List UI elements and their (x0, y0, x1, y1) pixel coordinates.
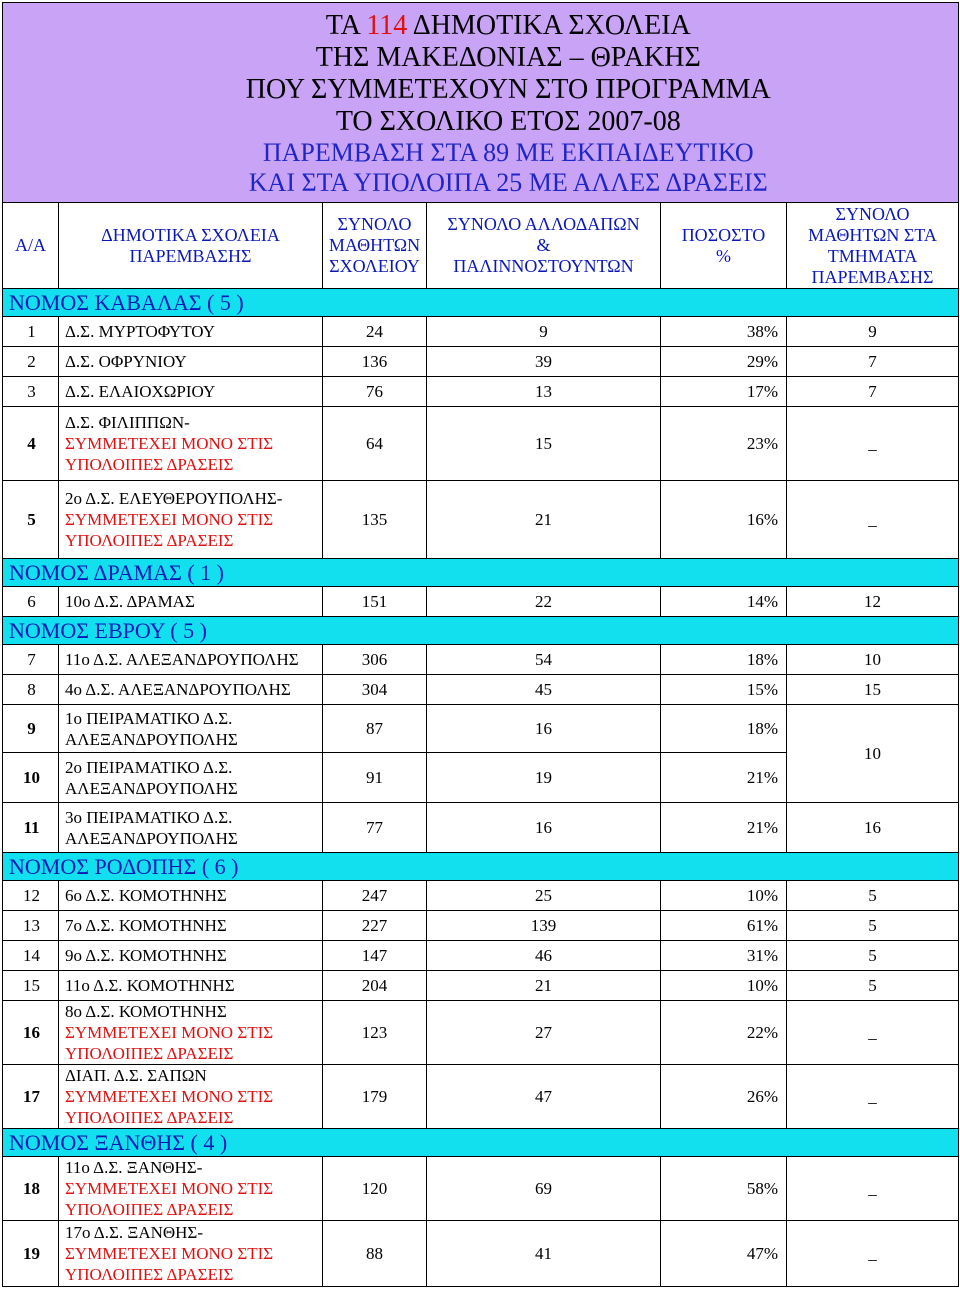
row-number: 1 (3, 317, 59, 347)
table-row (3, 317, 959, 347)
students-cell: 77 (323, 803, 427, 853)
title-line-1: ΤΑ 114 ΔΗΜΟΤΙΚΑ ΣΧΟΛΕΙΑ (325, 9, 691, 41)
percent-cell: 29% (661, 347, 787, 377)
intervention-cell: 5 (787, 881, 959, 911)
students-cell: 135 (323, 481, 427, 559)
note-only-other-actions: ΣΥΜΜΕΤΕΧΕΙ ΜΟΝΟ ΣΤΙΣ (65, 510, 274, 529)
table-row (3, 1001, 959, 1065)
foreign-cell: 9 (427, 317, 661, 347)
row-number: 4 (3, 407, 59, 481)
foreign-cell: 21 (427, 481, 661, 559)
nomos-kavala-header (3, 289, 959, 317)
intervention-cell: _ (787, 1157, 959, 1221)
table-row (3, 1157, 959, 1221)
school-name: 11ο Δ.Σ. ΞΑΝΘΗΣ- ΣΥΜΜΕΤΕΧΕΙ ΜΟΝΟ ΣΤΙΣ ΥΠΟΛΟΙΠΕΣ ΔΡΑΣΕΙΣ (59, 1157, 323, 1221)
table-row (3, 941, 959, 971)
intervention-cell: 5 (787, 941, 959, 971)
row-number: 16 (3, 1001, 59, 1065)
page-title (59, 3, 959, 203)
note-only-other-actions: ΣΥΜΜΕΤΕΧΕΙ ΜΟΝΟ ΣΤΙΣ (65, 1179, 274, 1198)
intervention-cell: _ (787, 407, 959, 481)
percent-cell: 21% (661, 753, 787, 803)
percent-cell: 38% (661, 317, 787, 347)
foreign-cell: 13 (427, 377, 661, 407)
foreign-cell: 25 (427, 881, 661, 911)
header-aa: Α/Α (3, 203, 59, 289)
title-line-4: ΤΟ ΣΧΟΛΙΚΟ ΕΤΟΣ 2007-08 (335, 105, 681, 137)
foreign-cell: 22 (427, 587, 661, 617)
school-name: Δ.Σ. ΜΥΡΤΟΦΥΤΟΥ (59, 317, 323, 347)
intervention-cell: 5 (787, 971, 959, 1001)
intervention-cell: 7 (787, 377, 959, 407)
table-row (3, 407, 959, 481)
table-row (3, 881, 959, 911)
nomos-xanthi-label: ΝΟΜΟΣ ΞΑΝΘΗΣ ( 4 ) (9, 1129, 228, 1155)
intervention-cell: _ (787, 1065, 959, 1129)
school-name: Δ.Σ. ΟΦΡΥΝΙΟΥ (59, 347, 323, 377)
schools-table (2, 2, 959, 1287)
intervention-cell: _ (787, 481, 959, 559)
header-schools: ΔΗΜΟΤΙΚΑ ΣΧΟΛΕΙΑ ΠΑΡΕΜΒΑΣΗΣ (59, 203, 323, 289)
top-left-blank-cell (3, 3, 59, 203)
foreign-cell: 19 (427, 753, 661, 803)
intervention-cell: 7 (787, 347, 959, 377)
percent-cell: 18% (661, 705, 787, 753)
title-line-5: ΠΑΡΕΜΒΑΣΗ ΣΤΑ 89 ΜΕ ΕΚΠΑΙΔΕΥΤΙΚΟ (262, 137, 754, 167)
table-row (3, 803, 959, 853)
table-row (3, 911, 959, 941)
table-row (3, 1221, 959, 1287)
school-name: 11ο Δ.Σ. ΚΟΜΟΤΗΝΗΣ (59, 971, 323, 1001)
students-cell: 123 (323, 1001, 427, 1065)
table-row (3, 645, 959, 675)
percent-cell: 23% (661, 407, 787, 481)
foreign-cell: 27 (427, 1001, 661, 1065)
school-name: 8ο Δ.Σ. ΚΟΜΟΤΗΝΗΣ ΣΥΜΜΕΤΕΧΕΙ ΜΟΝΟ ΣΤΙΣ ΥΠΟΛΟΙΠΕΣ ΔΡΑΣΕΙΣ (59, 1001, 323, 1065)
row-number: 6 (3, 587, 59, 617)
foreign-cell: 16 (427, 705, 661, 753)
students-cell: 120 (323, 1157, 427, 1221)
nomos-kavala-label: ΝΟΜΟΣ ΚΑΒΑΛΑΣ ( 5 ) (9, 289, 244, 315)
nomos-drama-header (3, 559, 959, 587)
table-row (3, 971, 959, 1001)
row-number: 2 (3, 347, 59, 377)
students-cell: 204 (323, 971, 427, 1001)
students-cell: 136 (323, 347, 427, 377)
row-number: 8 (3, 675, 59, 705)
header-total-students: ΣΥΝΟΛΟ ΜΑΘΗΤΩΝ ΣΧΟΛΕΙΟΥ (323, 203, 427, 289)
table-row (3, 675, 959, 705)
school-name: 2ο Δ.Σ. ΕΛΕΥΘΕΡΟΥΠΟΛΗΣ- ΣΥΜΜΕΤΕΧΕΙ ΜΟΝΟ ΣΤΙΣ ΥΠΟΛΟΙΠΕΣ ΔΡΑΣΕΙΣ (59, 481, 323, 559)
school-name: Δ.Σ. ΕΛΑΙΟΧΩΡΙΟΥ (59, 377, 323, 407)
percent-cell: 22% (661, 1001, 787, 1065)
foreign-cell: 46 (427, 941, 661, 971)
header-total-intervention: ΣΥΝΟΛΟ ΜΑΘΗΤΩΝ ΣΤΑ ΤΜΗΜΑΤΑ ΠΑΡΕΜΒΑΣΗΣ (787, 203, 959, 289)
table-row (3, 377, 959, 407)
percent-cell: 31% (661, 941, 787, 971)
students-cell: 227 (323, 911, 427, 941)
row-number: 10 (3, 753, 59, 803)
percent-cell: 10% (661, 881, 787, 911)
percent-cell: 18% (661, 645, 787, 675)
title-line-3: ΠΟΥ ΣΥΜΜΕΤΕΧΟΥΝ ΣΤΟ ΠΡΟΓΡΑΜΜΑ (245, 73, 771, 105)
school-name: 9ο Δ.Σ. ΚΟΜΟΤΗΝΗΣ (59, 941, 323, 971)
intervention-cell-merged: 10 (787, 705, 959, 803)
foreign-cell: 21 (427, 971, 661, 1001)
school-name: 1ο ΠΕΙΡΑΜΑΤΙΚΟ Δ.Σ. ΑΛΕΞΑΝΔΡΟΥΠΟΛΗΣ (59, 705, 323, 753)
nomos-evros-header (3, 617, 959, 645)
row-number: 15 (3, 971, 59, 1001)
foreign-cell: 54 (427, 645, 661, 675)
school-name: 3ο ΠΕΙΡΑΜΑΤΙΚΟ Δ.Σ. ΑΛΕΞΑΝΔΡΟΥΠΟΛΗΣ (59, 803, 323, 853)
intervention-cell: 5 (787, 911, 959, 941)
foreign-cell: 15 (427, 407, 661, 481)
row-number: 9 (3, 705, 59, 753)
foreign-cell: 139 (427, 911, 661, 941)
percent-cell: 15% (661, 675, 787, 705)
foreign-cell: 39 (427, 347, 661, 377)
foreign-cell: 69 (427, 1157, 661, 1221)
school-name: 17ο Δ.Σ. ΞΑΝΘΗΣ- ΣΥΜΜΕΤΕΧΕΙ ΜΟΝΟ ΣΤΙΣ ΥΠΟΛΟΙΠΕΣ ΔΡΑΣΕΙΣ (59, 1221, 323, 1287)
percent-cell: 16% (661, 481, 787, 559)
row-number: 11 (3, 803, 59, 853)
percent-cell: 21% (661, 803, 787, 853)
students-cell: 247 (323, 881, 427, 911)
percent-cell: 14% (661, 587, 787, 617)
school-name: 4ο Δ.Σ. ΑΛΕΞΑΝΔΡΟΥΠΟΛΗΣ (59, 675, 323, 705)
students-cell: 64 (323, 407, 427, 481)
foreign-cell: 41 (427, 1221, 661, 1287)
school-name: Δ.Σ. ΦΙΛΙΠΠΩΝ- ΣΥΜΜΕΤΕΧΕΙ ΜΟΝΟ ΣΤΙΣ ΥΠΟΛΟΙΠΕΣ ΔΡΑΣΕΙΣ (59, 407, 323, 481)
nomos-xanthi-header (3, 1129, 959, 1157)
students-cell: 306 (323, 645, 427, 675)
table-row (3, 1065, 959, 1129)
header-percent: ΠΟΣΟΣΤΟ % (661, 203, 787, 289)
row-number: 14 (3, 941, 59, 971)
note-only-other-actions: ΣΥΜΜΕΤΕΧΕΙ ΜΟΝΟ ΣΤΙΣ (65, 434, 274, 453)
header-row (3, 203, 959, 289)
school-name: 6ο Δ.Σ. ΚΟΜΟΤΗΝΗΣ (59, 881, 323, 911)
percent-cell: 47% (661, 1221, 787, 1287)
percent-cell: 26% (661, 1065, 787, 1129)
intervention-cell: 16 (787, 803, 959, 853)
students-cell: 87 (323, 705, 427, 753)
intervention-cell: 9 (787, 317, 959, 347)
note-only-other-actions: ΣΥΜΜΕΤΕΧΕΙ ΜΟΝΟ ΣΤΙΣ (65, 1087, 274, 1106)
school-name: 10ο Δ.Σ. ΔΡΑΜΑΣ (59, 587, 323, 617)
students-cell: 91 (323, 753, 427, 803)
title-school-count: 114 (366, 9, 408, 41)
students-cell: 88 (323, 1221, 427, 1287)
school-name: ΔΙΑΠ. Δ.Σ. ΣΑΠΩΝ ΣΥΜΜΕΤΕΧΕΙ ΜΟΝΟ ΣΤΙΣ ΥΠΟΛΟΙΠΕΣ ΔΡΑΣΕΙΣ (59, 1065, 323, 1129)
students-cell: 147 (323, 941, 427, 971)
school-name: 2ο ΠΕΙΡΑΜΑΤΙΚΟ Δ.Σ. ΑΛΕΞΑΝΔΡΟΥΠΟΛΗΣ (59, 753, 323, 803)
students-cell: 151 (323, 587, 427, 617)
row-number: 12 (3, 881, 59, 911)
foreign-cell: 45 (427, 675, 661, 705)
row-number: 5 (3, 481, 59, 559)
note-only-other-actions: ΣΥΜΜΕΤΕΧΕΙ ΜΟΝΟ ΣΤΙΣ (65, 1244, 274, 1263)
nomos-rodopi-label: ΝΟΜΟΣ ΡΟΔΟΠΗΣ ( 6 ) (9, 853, 239, 879)
nomos-rodopi-header (3, 853, 959, 881)
school-name: 7ο Δ.Σ. ΚΟΜΟΤΗΝΗΣ (59, 911, 323, 941)
intervention-cell: 15 (787, 675, 959, 705)
percent-cell: 10% (661, 971, 787, 1001)
table-row (3, 705, 959, 753)
nomos-evros-label: ΝΟΜΟΣ ΕΒΡΟΥ ( 5 ) (9, 617, 207, 643)
school-name: 11ο Δ.Σ. ΑΛΕΞΑΝΔΡΟΥΠΟΛΗΣ (59, 645, 323, 675)
percent-cell: 17% (661, 377, 787, 407)
header-total-foreign: ΣΥΝΟΛΟ ΑΛΛΟΔΑΠΩΝ & ΠΑΛΙΝΝΟΣΤΟΥΝΤΩΝ (427, 203, 661, 289)
intervention-cell: 12 (787, 587, 959, 617)
intervention-cell: _ (787, 1221, 959, 1287)
row-number: 19 (3, 1221, 59, 1287)
nomos-drama-label: ΝΟΜΟΣ ΔΡΑΜΑΣ ( 1 ) (9, 559, 224, 585)
students-cell: 76 (323, 377, 427, 407)
note-only-other-actions: ΣΥΜΜΕΤΕΧΕΙ ΜΟΝΟ ΣΤΙΣ (65, 1023, 274, 1042)
row-number: 18 (3, 1157, 59, 1221)
percent-cell: 61% (661, 911, 787, 941)
table-row (3, 481, 959, 559)
row-number: 13 (3, 911, 59, 941)
percent-cell: 58% (661, 1157, 787, 1221)
table-row (3, 347, 959, 377)
table-row (3, 587, 959, 617)
title-line-2: ΤΗΣ ΜΑΚΕΔΟΝΙΑΣ – ΘΡΑΚΗΣ (315, 41, 701, 73)
students-cell: 179 (323, 1065, 427, 1129)
foreign-cell: 16 (427, 803, 661, 853)
title-line-6: ΚΑΙ ΣΤΑ ΥΠΟΛΟΙΠΑ 25 ΜΕ ΑΛΛΕΣ ΔΡΑΣΕΙΣ (248, 167, 768, 197)
students-cell: 304 (323, 675, 427, 705)
row-number: 3 (3, 377, 59, 407)
row-number: 17 (3, 1065, 59, 1129)
foreign-cell: 47 (427, 1065, 661, 1129)
row-number: 7 (3, 645, 59, 675)
intervention-cell: 10 (787, 645, 959, 675)
intervention-cell: _ (787, 1001, 959, 1065)
students-cell: 24 (323, 317, 427, 347)
